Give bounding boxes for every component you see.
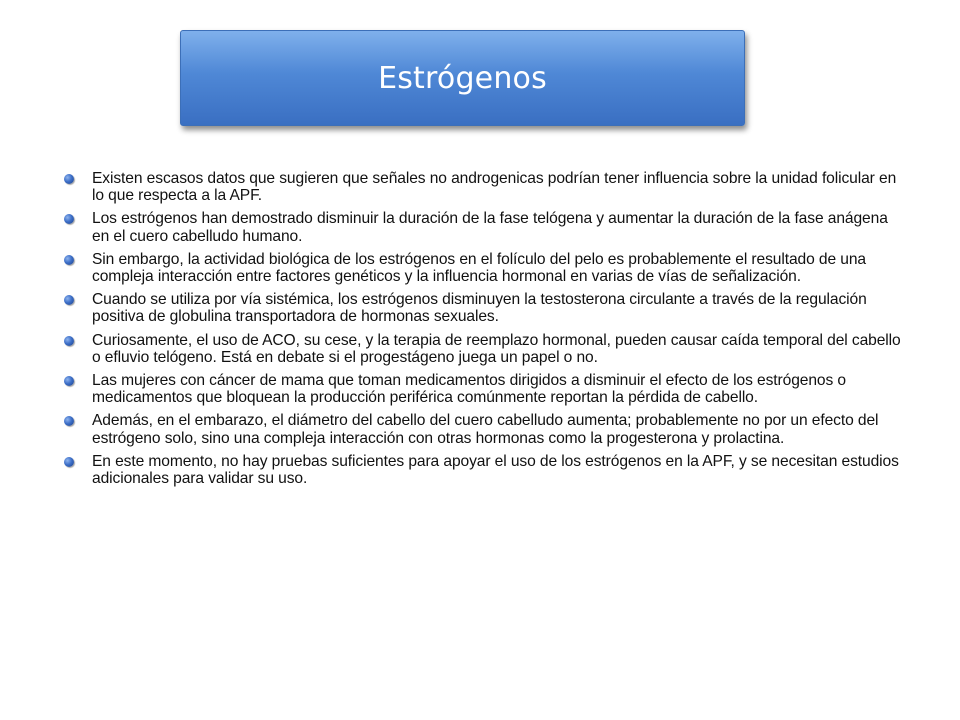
- bullet-text: Además, en el embarazo, el diámetro del cabello del cuero cabelludo aumenta; probablemente no por un efecto del estrógeno solo, sino una compleja interacción con otras hormonas como la progesterona y prolactina.: [92, 412, 879, 447]
- bullet-icon: [64, 295, 74, 305]
- bullet-icon: [64, 376, 74, 386]
- bullet-item: [64, 251, 904, 285]
- bullet-text: Existen escasos datos que sugieren que señales no androgenicas podrían tener influencia sobre la unidad folicular en lo que respecta a la APF.: [92, 170, 897, 205]
- bullet-icon: [64, 174, 74, 184]
- bullet-item: [64, 372, 904, 406]
- bullet-item: [64, 412, 904, 446]
- bullet-item: [64, 210, 904, 244]
- bullet-text: Los estrógenos han demostrado disminuir la duración de la fase telógena y aumentar la duración de la fase anágena en el cuero cabelludo humano.: [92, 210, 888, 245]
- bullet-text: Curiosamente, el uso de ACO, su cese, y la terapia de reemplazo hormonal, pueden causar caída temporal del cabello o efluvio telógeno. Está en debate si el progestágeno juega un papel o no.: [92, 331, 901, 366]
- bullet-icon: [64, 416, 74, 426]
- bullet-text: Las mujeres con cáncer de mama que toman medicamentos dirigidos a disminuir el efecto de los estrógenos o medicamentos que bloquean la producción periférica comúnmente reportan la pérdida de cabello.: [92, 372, 846, 407]
- bullet-icon: [64, 214, 74, 224]
- bullet-text: Sin embargo, la actividad biológica de los estrógenos en el folículo del pelo es probablemente el resultado de una compleja interacción entre factores genéticos y la influencia hormonal en varias de vías de señalización.: [92, 250, 866, 286]
- slide-title: Estrógenos: [378, 60, 547, 96]
- bullet-item: [64, 453, 904, 487]
- bullet-text: En este momento, no hay pruebas suficientes para apoyar el uso de los estrógenos en la APF, y se necesitan estudios adicionales para validar su uso.: [92, 452, 899, 488]
- bullet-icon: [64, 336, 74, 346]
- bullet-item: [64, 291, 904, 325]
- bullet-item: [64, 332, 904, 366]
- bullet-item: [64, 170, 904, 204]
- bullet-icon: [64, 255, 74, 265]
- bullet-list: [64, 170, 904, 493]
- bullet-text: Cuando se utiliza por vía sistémica, los estrógenos disminuyen la testosterona circulante a través de la regulación positiva de globulina transportadora de hormonas sexuales.: [92, 291, 867, 326]
- title-box: [180, 30, 745, 126]
- bullet-icon: [64, 457, 74, 467]
